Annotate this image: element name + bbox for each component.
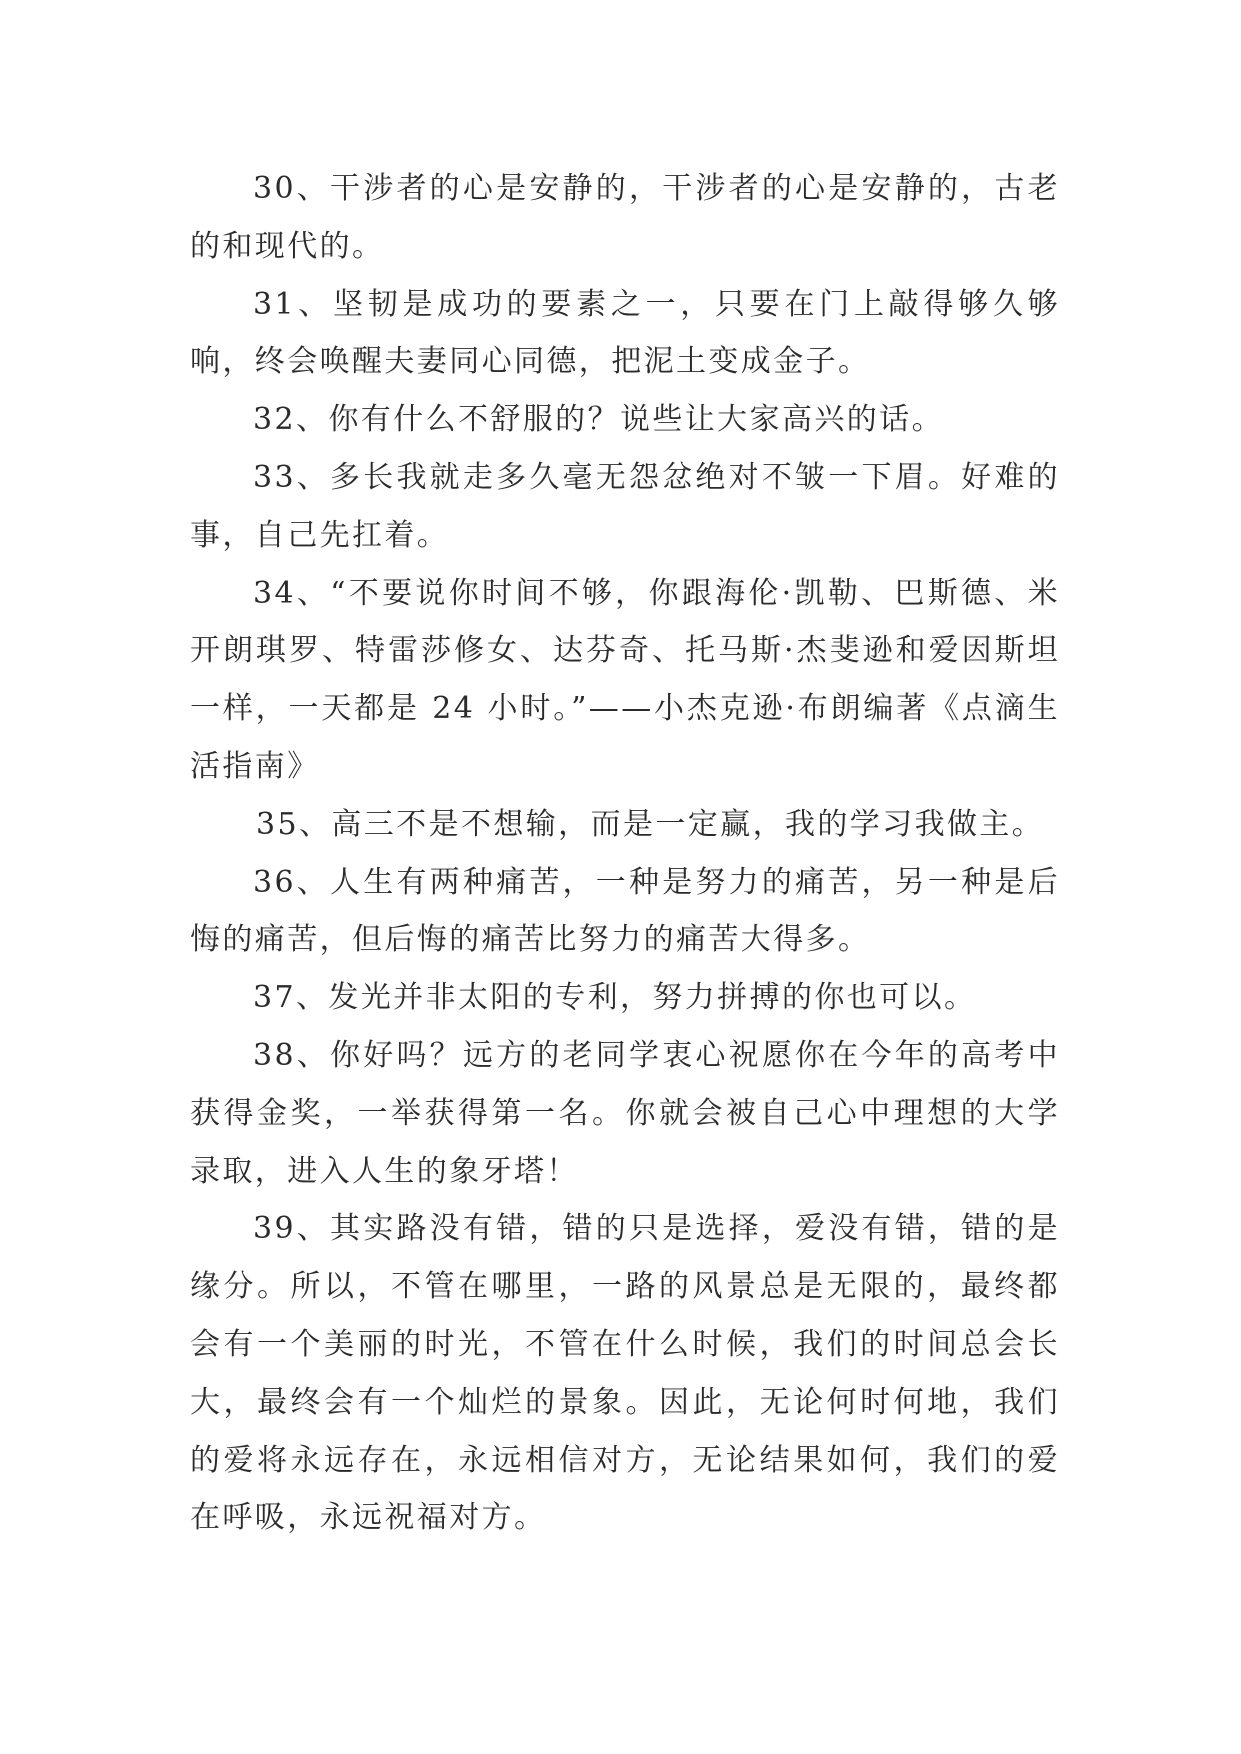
paragraph-34: 34、“不要说你时间不够，你跟海伦·凯勒、巴斯德、米开朗琪罗、特雷莎修女、达芬奇、托马斯·杰斐逊和爱因斯坦一样，一天都是 24 小时。”——小杰克逊·布朗编著《点滴生活指南》 xyxy=(190,575,1060,784)
paragraph-31: 31、坚韧是成功的要素之一，只要在门上敲得够久够响，终会唤醒夫妻同心同德，把泥土变成金子。 xyxy=(190,286,1060,380)
paragraph-37: 37、发光并非太阳的专利，努力拼搏的你也可以。 xyxy=(253,980,977,1016)
paragraph-32: 32、你有什么不舒服的？说些让大家高兴的话。 xyxy=(253,402,944,438)
paragraph-38: 38、你好吗？远方的老同学衷心祝愿你在今年的高考中获得金奖，一举获得第一名。你就会被自己心中理想的大学录取，进入人生的象牙塔！ xyxy=(190,1037,1060,1189)
paragraph-35: 35、高三不是不想输，而是一定赢，我的学习我做主。 xyxy=(256,806,1045,842)
paragraph-30: 30、干涉者的心是安静的，干涉者的心是安静的，古老的和现代的。 xyxy=(190,171,1060,264)
paragraph-33: 33、多长我就走多久毫无怨忿绝对不皱一下眉。好难的事，自己先扛着。 xyxy=(190,459,1060,553)
document-body xyxy=(190,160,1060,1547)
paragraph-36: 36、人生有两种痛苦，一种是努力的痛苦，另一种是后悔的痛苦，但后悔的痛苦比努力的痛苦大得多。 xyxy=(190,864,1060,958)
paragraph-39: 39、其实路没有错，错的只是选择，爱没有错，错的是缘分。所以，不管在哪里，一路的风景总是无限的，最终都会有一个美丽的时光，不管在什么时候，我们的时间总会长大，最终会有一个灿烂的景象。因此，无论何时何地，我们的爱将永远存在，永远相信对方，无论结果如何，我们的爱在呼吸，永远祝福对方。 xyxy=(190,1211,1060,1536)
